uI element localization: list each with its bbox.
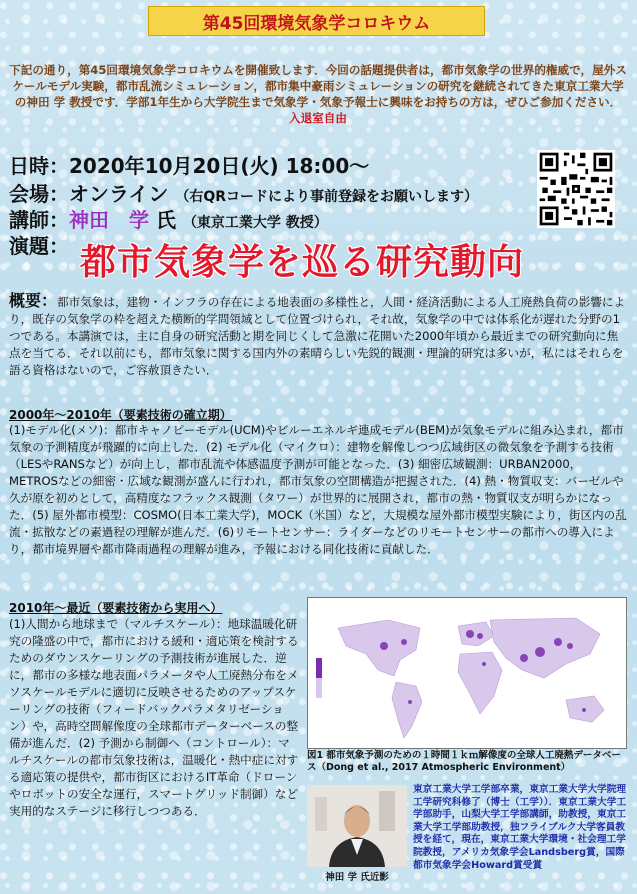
era2-heading: 2010年～最近（要素技術から実用へ） [9, 601, 223, 615]
qr-code[interactable] [537, 150, 615, 228]
speaker-honorific: 氏 [155, 208, 176, 232]
abstract [9, 292, 629, 379]
venue-note: （右QRコードにより事前登録をお願いします） [175, 189, 479, 205]
photo-caption: 神田 学 氏近影 [325, 872, 389, 883]
intro-paragraph [8, 62, 628, 126]
map-legend [316, 658, 322, 698]
world-heat-map [307, 597, 627, 749]
era2-text: (1)人間から地球まで（マルチスケール）：地球温暖化研究の隆盛の中で，都市における緩和・適応策を検討するためのダウンスケーリングの予測技術が進展した．逆に，都市の多様な地表面パラメータや人工廃熱分布をメソスケールモデルに適切に反映させるためのアップスケーリングの技術（フィードバックパラメタリゼーション）や，高時空間解像度の全球都市データーベースの整備が進んだ．(2) 予測から制御へ（コントロール）：マルチスケールの都市気象技術は，温暖化・熱中症に対する適応策の提供や，都市街区におけるIT革命（ドローンやロボットの安全な運行，スマートグリッド制御）など実用的なステージに移行しつつある． [9, 617, 299, 818]
intro-text: 下記の通り，第45回環境気象学コロキウムを開催致します．今回の話題提供者は，都市気象学の世界的権威で，屋外スケールモデル実験，都市乱流シミュレーション，都市集中豪雨シミュレーションの研究を継続されてきた東京工業大学の神田 学 教授です．学部1年生から大学院生まで気象学・気象予報士に興味をお持ちの方は，ぜひご参加ください． [9, 63, 627, 109]
speaker-bio: 東京工業大学工学部卒業，東京工業大学大学院理工学研究科修了（博士（工学））．東京工業大学工学部助手，山梨大学工学部講師，助教授，東京工業大学工学部助教授，独フライブルク大学客員教授を経て，現在，東京工業大学環境・社会理工学院教授，アメリカ気象学会Landsberg賞，国際都市気象学会Howard賞受賞 [413, 784, 627, 871]
speaker-label: 講師： [9, 208, 69, 232]
abstract-lead: 概要： [9, 291, 58, 310]
figure-caption: 図1 都市気象予測のための１時間１ｋｍ解像度の全球人工廃熱データベース（Dong et al., 2017 Atmospheric Environment） [307, 750, 621, 773]
entry-note: 入退室自由 [289, 111, 347, 125]
venue-label: 会場： [9, 182, 69, 206]
speaker-name: 神田 学 [69, 208, 149, 232]
date-row [9, 150, 369, 179]
venue-row [9, 178, 478, 207]
speaker-row [9, 204, 328, 233]
speaker-photo [307, 785, 407, 867]
date-label: 日時： [9, 154, 69, 178]
lecture-title: 都市気象学を巡る研究動向 [80, 242, 525, 283]
date-value: 2020年10月20日(火) 18:00～ [69, 154, 370, 178]
abstract-text: 都市気象は，建物・インフラの存在による地表面の多様性と，人間・経済活動による人工廃熱負荷の影響により，既存の気象学の枠を超えた横断的学問領域として位置づけられ，それ故，気象学の中では体系化が遅れた分野の1つである。本講演では，主に自身の研究活動と期を同じくして急激に花開いた2000年頃から最近までの研究動向に焦点を当てる．それ以前にも，都市気象に関する国内外の素晴らしい先鋭的観測・理論的研究は多いが，私にはそれらを語る資格はないので，ご容赦頂きたい． [9, 295, 626, 377]
subject-row [9, 230, 69, 259]
event-banner: 第45回環境気象学コロキウム [148, 6, 485, 36]
era1-text: (1)モデル化(メソ)：都市キャノピーモデル(UCM)やビルーエネルギ連成モデル(BEM)が気象モデルに組み込まれ，都市気象の予測精度が飛躍的に向上した．(2) モデル化（マイクロ）：建物を解像しつつ広域街区の微気象を予測する技術（LESやRANSなど）が向上し，都市乱流や体感温度予測が可能となった．(3) 細密広域観測：URBAN2000，METROSなどの細密・広域な観測が盛んに行われ，都市気象の空間構造が把握された．(4) 熱・物質収支：バーゼルや久が原を初めとして，高精度なフラックス観測（タワー）が世界的に展開され，都市の熱・物質収支が明らかになった．(5) 屋外都市模型：COSMO(日本工業大学)，MOCK（米国）など，大規模な屋外都市模型実験により，街区内の乱流・拡散などの素過程の理解が進んだ．(6)リモートセンサー：ライダーなどのリモートセンサーの都市への導入により，都市境界層や都市降雨過程の理解が進み，予報における同化技術に貢献した． [9, 423, 627, 556]
subject-label: 演題： [9, 234, 69, 258]
era1-heading: 2000年～2010年（要素技術の確立期） [9, 408, 232, 422]
venue-value: オンライン [69, 182, 169, 206]
speaker-affiliation: （東京工業大学 教授） [182, 215, 328, 231]
